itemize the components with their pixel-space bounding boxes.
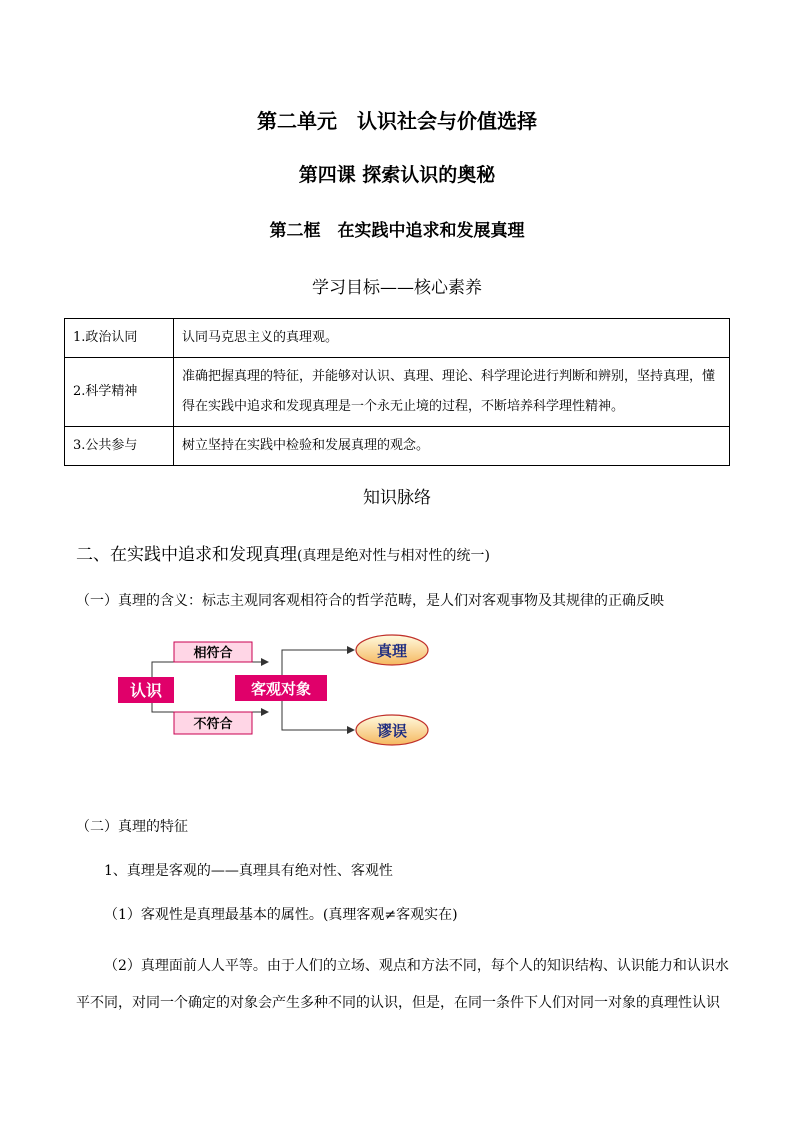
goal-key: 3.公共参与 — [65, 427, 174, 466]
fallacy-arrow — [282, 700, 354, 730]
table-row — [65, 427, 730, 466]
section2-heading — [76, 540, 490, 565]
goal-value: 准确把握真理的特征，并能够对认识、真理、理论、科学理论进行判断和辨别，坚持真理，懂得在实践中追求和发现真理是一个永无止境的过程，不断培养科学理性精神。 — [174, 358, 730, 427]
goals-table — [64, 318, 730, 466]
section-title: 第二框 在实践中追求和发展真理 — [269, 221, 525, 241]
unit-title: 第二单元 认识社会与价值选择 — [257, 109, 537, 133]
goal-value: 树立坚持在实践中检验和发展真理的观念。 — [174, 427, 730, 466]
fallacy-label: 谬误 — [376, 722, 408, 740]
lesson-title: 第四课 探索认识的奥秘 — [298, 164, 496, 186]
goal-key: 1.政治认同 — [65, 319, 174, 358]
truth-label: 真理 — [376, 642, 408, 660]
features-title: （二）真理的特征 — [76, 819, 188, 835]
point-2: （2）真理面前人人平等。由于人们的立场、观点和方法不同，每个人的知识结构、认识能力和认识水平不同，对同一个确定的对象会产生多种不同的认识，但是，在同一条件下人们对同一对象的真理性认识 — [76, 958, 729, 1011]
truth-meaning: （一）真理的含义：标志主观同客观相符合的哲学范畴，是人们对客观事物及其规律的正确反映 — [76, 593, 664, 609]
point-1: （1）客观性是真理最基本的属性。(真理客观≠客观实在) — [104, 907, 458, 923]
section2-title: 二、在实践中追求和发现真理 — [76, 545, 297, 565]
mismatch-label: 不符合 — [193, 717, 233, 732]
truth-diagram — [110, 630, 440, 750]
goal-key: 2.科学精神 — [65, 358, 174, 427]
table-row — [65, 319, 730, 358]
feature-1: 1、真理是客观的——真理具有绝对性、客观性 — [104, 863, 393, 879]
table-row — [65, 358, 730, 427]
knowledge-map-title: 知识脉络 — [363, 488, 431, 508]
object-label: 客观对象 — [250, 680, 312, 698]
cognition-label: 认识 — [129, 681, 163, 700]
goals-title: 学习目标——核心素养 — [312, 278, 482, 298]
goal-value: 认同马克思主义的真理观。 — [174, 319, 730, 358]
match-label: 相符合 — [193, 646, 233, 661]
section2-note: (真理是绝对性与相对性的统一) — [297, 548, 490, 564]
